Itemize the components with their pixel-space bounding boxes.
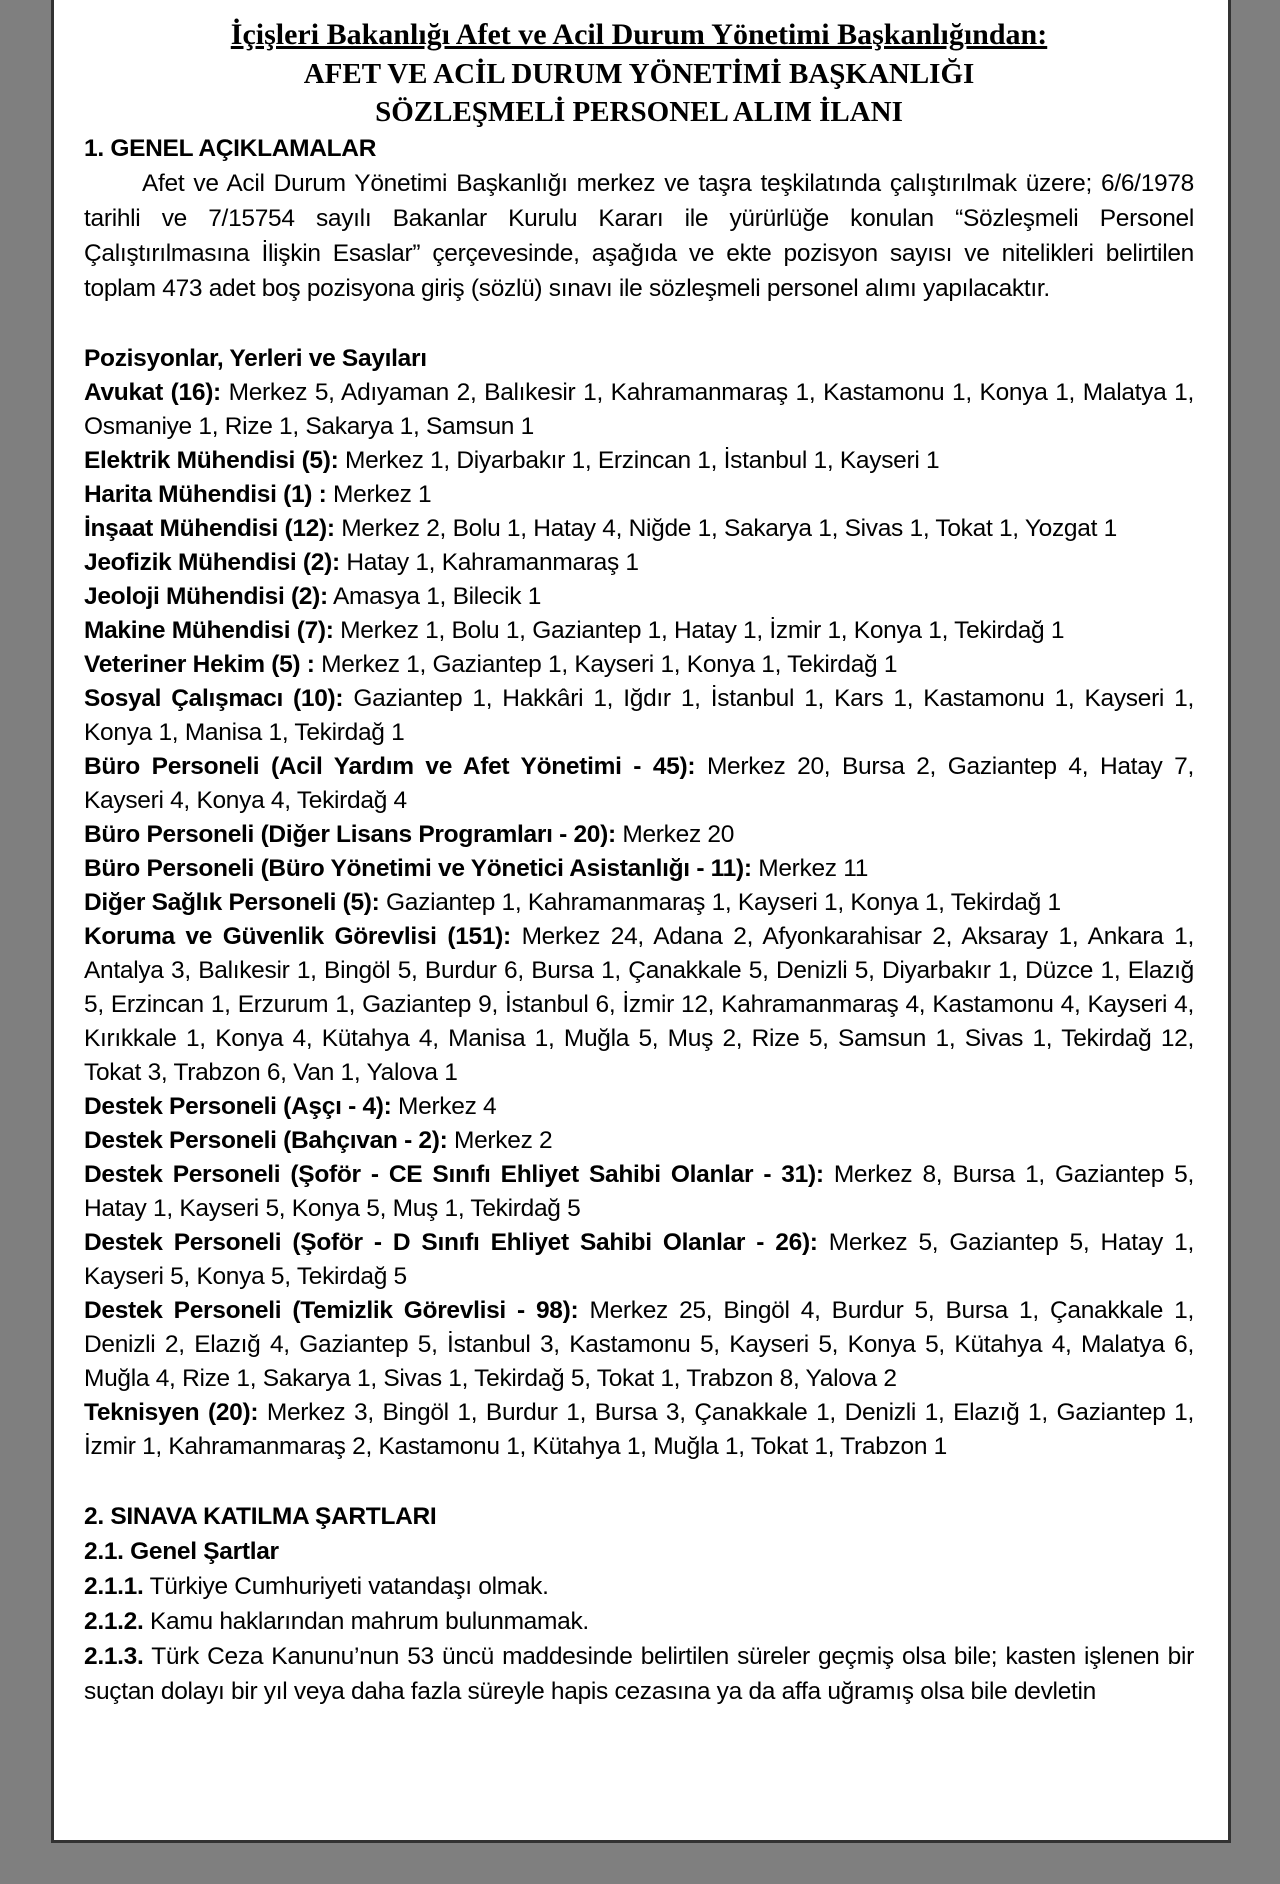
requirement-text: Türk Ceza Kanunu’nun 53 üncü maddesinde belirtilen süreler geçmiş olsa bile; kasten işlenen bir suçtan dolayı bir yıl veya daha fazla süreyle hapis cezasına ya da affa uğramış olsa bile devletin bbox=[84, 1643, 1194, 1705]
document-title-line2: SÖZLEŞMELİ PERSONEL ALIM İLANI bbox=[375, 96, 903, 128]
section-2-1-heading: 2.1. Genel Şartlar bbox=[84, 1538, 279, 1565]
section-1-heading: 1. GENEL AÇIKLAMALAR bbox=[84, 135, 377, 162]
position-label: Destek Personeli (Aşçı - 4): bbox=[84, 1093, 392, 1120]
position-label: Büro Personeli (Büro Yönetimi ve Yönetici Asistanlığı - 11): bbox=[84, 855, 752, 882]
position-locations: Merkez 2 bbox=[454, 1127, 553, 1154]
position-locations: Merkez 1, Gaziantep 1, Kayseri 1, Konya 1, Tekirdağ 1 bbox=[321, 651, 898, 678]
position-label: Harita Mühendisi (1) : bbox=[84, 481, 327, 508]
position-locations: Merkez 5, Gaziantep 5, Hatay 1, Kayseri 5, Konya 5, Tekirdağ 5 bbox=[84, 1229, 1194, 1290]
position-label: Jeofizik Mühendisi (2): bbox=[84, 549, 340, 576]
position-item-teknisyen bbox=[84, 1396, 1194, 1464]
position-locations: Merkez 25, Bingöl 4, Burdur 5, Bursa 1, Çanakkale 1, Denizli 2, Elazığ 4, Gaziantep 5, İstanbul 3, Kastamonu 5, Kayseri 5, Konya 5, Kütahya 4, Malatya 6, Muğla 4, Rize 1, Sakarya 1, Sivas 1, Tekirdağ 5, Tokat 1, Trabzon 8, Yalova 2 bbox=[84, 1297, 1194, 1392]
position-item-buro-personeli-diger-lisans bbox=[84, 818, 1194, 852]
position-locations: Amasya 1, Bilecik 1 bbox=[333, 583, 542, 610]
position-item-destek-sofor-d bbox=[84, 1226, 1194, 1294]
position-locations: Merkez 4 bbox=[398, 1093, 497, 1120]
requirement-number: 2.1.3. bbox=[84, 1643, 144, 1670]
position-locations: Merkez 3, Bingöl 1, Burdur 1, Bursa 3, Çanakkale 1, Denizli 1, Elazığ 1, Gaziantep 1, İzmir 1, Kahramanmaraş 2, Kastamonu 1, Kütahya 1, Muğla 1, Tokat 1, Trabzon 1 bbox=[84, 1399, 1194, 1460]
position-locations: Merkez 2, Bolu 1, Hatay 4, Niğde 1, Sakarya 1, Sivas 1, Tokat 1, Yozgat 1 bbox=[341, 515, 1117, 542]
requirement-number: 2.1.2. bbox=[84, 1608, 144, 1635]
position-label: Destek Personeli (Şoför - CE Sınıfı Ehliyet Sahibi Olanlar - 31): bbox=[84, 1161, 824, 1188]
document-page bbox=[51, 0, 1231, 1843]
position-item-jeoloji-muhendisi bbox=[84, 580, 1194, 614]
position-label: Destek Personeli (Temizlik Görevlisi - 98): bbox=[84, 1297, 579, 1324]
position-locations: Merkez 5, Adıyaman 2, Balıkesir 1, Kahramanmaraş 1, Kastamonu 1, Konya 1, Malatya 1, Osmaniye 1, Rize 1, Sakarya 1, Samsun 1 bbox=[84, 379, 1194, 440]
position-item-buro-personeli-acil bbox=[84, 750, 1194, 818]
document-source-line-text: İçişleri Bakanlığı Afet ve Acil Durum Yönetimi Başkanlığından: bbox=[230, 18, 1048, 51]
position-item-buro-personeli-yonetici-asistanligi bbox=[84, 852, 1194, 886]
position-label: Destek Personeli (Şoför - D Sınıfı Ehliyet Sahibi Olanlar - 26): bbox=[84, 1229, 818, 1256]
position-locations: Merkez 1, Bolu 1, Gaziantep 1, Hatay 1, İzmir 1, Konya 1, Tekirdağ 1 bbox=[340, 617, 1065, 644]
position-locations: Merkez 24, Adana 2, Afyonkarahisar 2, Aksaray 1, Ankara 1, Antalya 3, Balıkesir 1, Bingöl 5, Burdur 6, Bursa 1, Çanakkale 5, Denizli 5, Diyarbakır 1, Düzce 1, Elazığ 5, Erzincan 1, Erzurum 1, Gaziantep 9, İstanbul 6, İzmir 12, Kahramanmaraş 4, Kastamonu 4, Kayseri 4, Kırıkkale 1, Konya 4, Kütahya 4, Manisa 1, Muğla 5, Muş 2, Rize 5, Samsun 1, Sivas 1, Tekirdağ 12, Tokat 3, Trabzon 6, Van 1, Yalova 1 bbox=[84, 923, 1194, 1086]
position-label: Koruma ve Güvenlik Görevlisi (151): bbox=[84, 923, 511, 950]
position-locations: Merkez 20 bbox=[622, 821, 735, 848]
position-label: Veteriner Hekim (5) : bbox=[84, 651, 315, 678]
position-label: Teknisyen (20): bbox=[84, 1399, 259, 1426]
position-label: İnşaat Mühendisi (12): bbox=[84, 515, 335, 542]
position-locations: Merkez 11 bbox=[758, 855, 869, 882]
position-locations: Hatay 1, Kahramanmaraş 1 bbox=[346, 549, 639, 576]
position-item-insaat-muhendisi bbox=[84, 512, 1194, 546]
position-locations: Merkez 8, Bursa 1, Gaziantep 5, Hatay 1, Kayseri 5, Konya 5, Muş 1, Tekirdağ 5 bbox=[84, 1161, 1194, 1222]
positions-heading: Pozisyonlar, Yerleri ve Sayıları bbox=[84, 345, 427, 372]
requirement-text: Kamu haklarından mahrum bulunmamak. bbox=[150, 1608, 589, 1635]
position-label: Büro Personeli (Acil Yardım ve Afet Yönetimi - 45): bbox=[84, 753, 696, 780]
position-label: Makine Mühendisi (7): bbox=[84, 617, 334, 644]
position-item-diger-saglik-personeli bbox=[84, 886, 1194, 920]
position-item-destek-asci bbox=[84, 1090, 1194, 1124]
document-source-line bbox=[84, 14, 1194, 55]
requirement-item-2-1-2 bbox=[84, 1604, 1194, 1639]
general-paragraph: Afet ve Acil Durum Yönetimi Başkanlığı merkez ve taşra teşkilatında çalıştırılmak üzere; 6/6/1978 tarihli ve 7/15754 sayılı Bakanlar Kurulu Kararı ile yürürlüğe konulan “Sözleşmeli Personel Çalıştırılmasına İlişkin Esaslar” çerçevesinde, aşağıda ve ekte pozisyon sayısı ve nitelikleri belirtilen toplam 473 adet boş pozisyona giriş (sözlü) sınavı ile sözleşmeli personel alımı yapılacaktır. bbox=[84, 170, 1194, 302]
position-item-makine-muhendisi bbox=[84, 614, 1194, 648]
position-label: Diğer Sağlık Personeli (5): bbox=[84, 889, 380, 916]
position-label: Destek Personeli (Bahçıvan - 2): bbox=[84, 1127, 448, 1154]
position-item-avukat bbox=[84, 376, 1194, 444]
position-item-destek-bahcivan bbox=[84, 1124, 1194, 1158]
position-locations: Gaziantep 1, Hakkâri 1, Iğdır 1, İstanbul 1, Kars 1, Kastamonu 1, Kayseri 1, Konya 1, Manisa 1, Tekirdağ 1 bbox=[84, 685, 1194, 746]
position-label: Elektrik Mühendisi (5): bbox=[84, 447, 339, 474]
requirement-number: 2.1.1. bbox=[84, 1573, 144, 1600]
position-item-harita-muhendisi bbox=[84, 478, 1194, 512]
position-item-destek-temizlik bbox=[84, 1294, 1194, 1396]
position-item-koruma-guvenlik bbox=[84, 920, 1194, 1090]
position-label: Jeoloji Mühendisi (2): bbox=[84, 583, 328, 610]
position-locations: Merkez 20, Bursa 2, Gaziantep 4, Hatay 7, Kayseri 4, Konya 4, Tekirdağ 4 bbox=[84, 753, 1194, 814]
position-locations: Merkez 1 bbox=[333, 481, 432, 508]
requirement-text: Türkiye Cumhuriyeti vatandaşı olmak. bbox=[149, 1573, 549, 1600]
position-item-elektrik-muhendisi bbox=[84, 444, 1194, 478]
document-title-line1: AFET VE ACİL DURUM YÖNETİMİ BAŞKANLIĞI bbox=[303, 58, 975, 90]
position-locations: Merkez 1, Diyarbakır 1, Erzincan 1, İstanbul 1, Kayseri 1 bbox=[345, 447, 940, 474]
position-label: Avukat (16): bbox=[84, 379, 221, 406]
requirement-item-2-1-1 bbox=[84, 1569, 1194, 1604]
position-label: Büro Personeli (Diğer Lisans Programları - 20): bbox=[84, 821, 616, 848]
position-item-jeofizik-muhendisi bbox=[84, 546, 1194, 580]
position-item-sosyal-calismaci bbox=[84, 682, 1194, 750]
requirement-item-2-1-3 bbox=[84, 1639, 1194, 1709]
section-2-heading: 2. SINAVA KATILMA ŞARTLARI bbox=[84, 1503, 437, 1530]
position-label: Sosyal Çalışmacı (10): bbox=[84, 685, 344, 712]
position-item-destek-sofor-ce bbox=[84, 1158, 1194, 1226]
position-item-veteriner-hekim bbox=[84, 648, 1194, 682]
position-locations: Gaziantep 1, Kahramanmaraş 1, Kayseri 1, Konya 1, Tekirdağ 1 bbox=[386, 889, 1061, 916]
